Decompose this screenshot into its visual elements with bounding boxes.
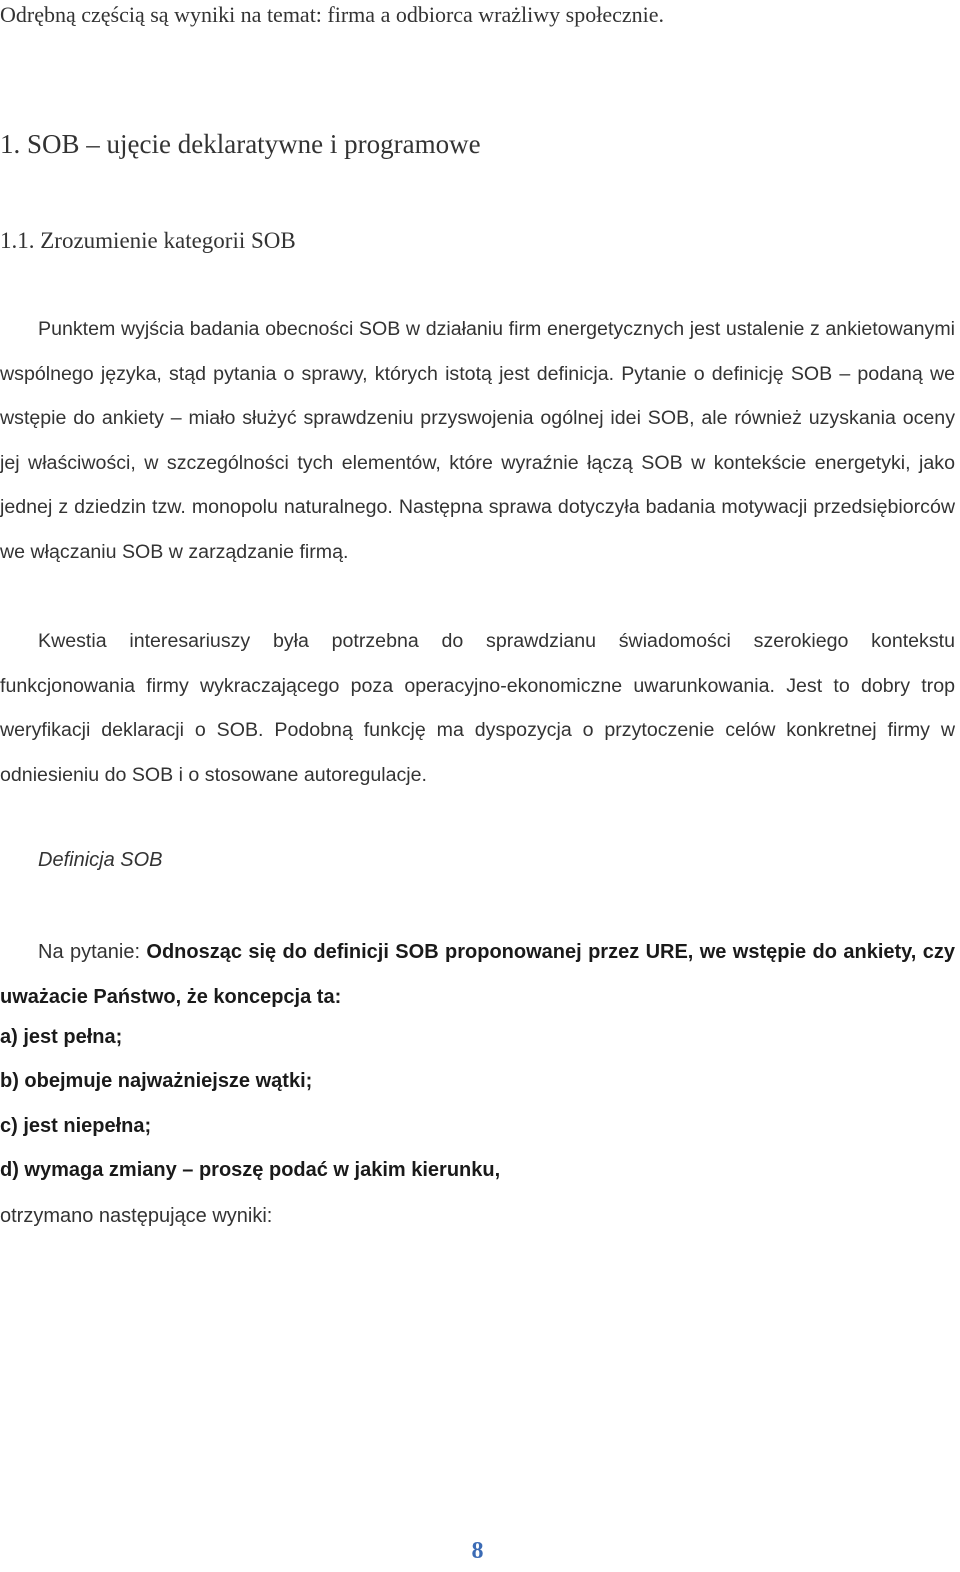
answer-a: a) jest pełna; — [0, 1026, 123, 1048]
intro-line: Odrębną częścią są wyniki na temat: firma a odbiorca wrażliwy społecznie. — [0, 2, 664, 27]
paragraph-definition: Punktem wyjścia badania obecności SOB w działaniu firm energetycznych jest ustalenie z ankietowanymi wspólnego języka, stąd pytania o sprawy, których istotą jest definicja. Pytanie o definicję SOB – podaną we wstępie do ankiety – miało służyć sprawdzeniu przyswojenia ogólnej idei SOB, ale również uzyskania oceny jej właściwości, w szczególności tych elementów, które wyraźnie łączą SOB w kontekście energetyki, jako jednej z dziedzin tzw. monopolu naturalnego. Następna sprawa dotyczyła badania motywacji przedsiębiorców we włączaniu SOB w zarządzanie firmą. — [0, 318, 955, 563]
question-intro: Na pytanie: — [38, 941, 147, 963]
question-block — [0, 930, 955, 1019]
answer-c: c) jest niepełna; — [0, 1115, 152, 1137]
question-text: Odnosząc się do definicji SOB proponowanej przez URE, we wstępie do ankiety, czy uważacie Państwo, że koncepcja ta: — [0, 941, 955, 1008]
page-number: 8 — [471, 1538, 484, 1564]
italic-label: Definicja SOB — [38, 849, 163, 871]
subsection-heading: 1.1. Zrozumienie kategorii SOB — [0, 228, 296, 253]
section-heading: 1. SOB – ujęcie deklaratywne i programowe — [0, 129, 481, 159]
results-line: otrzymano następujące wyniki: — [0, 1205, 273, 1227]
answer-d: d) wymaga zmiany – proszę podać w jakim kierunku, — [0, 1159, 501, 1181]
paragraph-stakeholders: Kwestia interesariuszy była potrzebna do sprawdzianu świadomości szerokiego kontekstu funkcjonowania firmy wykraczającego poza operacyjno-ekonomiczne uwarunkowania. Jest to dobry trop weryfikacji deklaracji o SOB. Podobną funkcję ma dyspozycja o przytoczenie celów konkretnej firmy w odniesieniu do SOB i o stosowane autoregulacje. — [0, 630, 955, 786]
answer-b: b) obejmuje najważniejsze wątki; — [0, 1070, 313, 1092]
